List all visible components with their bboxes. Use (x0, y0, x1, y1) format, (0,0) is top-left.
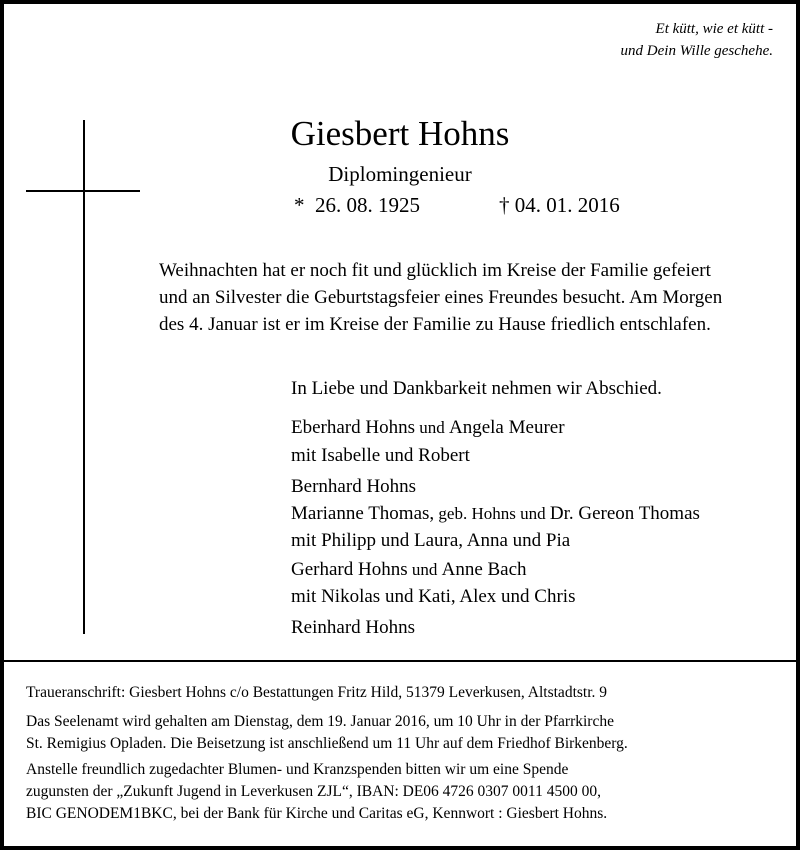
family-line-5: mit Philipp und Laura, Anna und Pia (291, 530, 571, 551)
text-line-2: und an Silvester die Geburtstagsfeier eines Freundes besucht. Am Morgen (159, 287, 723, 308)
footer-donation-2: zugunsten der „Zukunft Jugend in Leverkusen ZJL“, IBAN: DE06 4726 0307 0011 4500 00, (26, 783, 601, 800)
family-connector: und (407, 560, 442, 579)
family-name: Eberhard Hohns (291, 417, 415, 438)
deceased-name: Giesbert Hohns (290, 114, 510, 153)
family-line-1 (291, 417, 565, 439)
birth-symbol: * (294, 193, 305, 217)
family-line-6 (291, 559, 527, 581)
family-name: Angela Meurer (449, 417, 565, 438)
family-name: Marianne Thomas, (291, 503, 435, 524)
family-line-7: mit Nikolas und Kati, Alex und Chris (291, 586, 576, 607)
deceased-title: Diplomingenieur (328, 162, 472, 186)
family-name: Gerhard Hohns (291, 559, 408, 580)
family-connector: und (415, 418, 449, 437)
cross-icon (83, 120, 85, 634)
family-line-3: Bernhard Hohns (291, 476, 417, 497)
farewell-line: In Liebe und Dankbarkeit nehmen wir Abschied. (291, 378, 662, 399)
family-line-2: mit Isabelle und Robert (291, 445, 470, 466)
footer-donation-1: Anstelle freundlich zugedachter Blumen- und Kranzspenden bitten wir um eine Spende (26, 761, 569, 778)
birth-date-value: 26. 08. 1925 (315, 193, 420, 217)
footer-service-1: Das Seelenamt wird gehalten am Dienstag, dem 19. Januar 2016, um 10 Uhr in der Pfarrkirche (26, 713, 614, 730)
death-date (499, 193, 620, 218)
family-name: Dr. Gereon Thomas (549, 503, 700, 524)
footer-address: Traueranschrift: Giesbert Hohns c/o Bestattungen Fritz Hild, 51379 Leverkusen, Altstadtstr. 9 (26, 684, 608, 701)
birth-date (294, 193, 420, 218)
text-line-3: des 4. Januar ist er im Kreise der Familie zu Hause friedlich entschlafen. (159, 314, 711, 335)
family-name: Anne Bach (441, 559, 527, 580)
cross-icon-bar (26, 190, 140, 192)
death-date-value: 04. 01. 2016 (514, 193, 620, 217)
footer-service-2: St. Remigius Opladen. Die Beisetzung ist anschließend um 11 Uhr auf dem Friedhof Birkenberg. (26, 735, 628, 752)
divider (4, 660, 796, 662)
family-line-4 (291, 503, 700, 525)
motto-line-2: und Dein Wille geschehe. (620, 43, 773, 59)
obituary-notice (4, 4, 796, 846)
death-symbol: † (499, 193, 510, 217)
family-connector: geb. Hohns und (434, 504, 550, 523)
text-line-1: Weihnachten hat er noch fit und glücklich im Kreise der Familie gefeiert (159, 260, 711, 281)
footer-donation-3: BIC GENODEM1BKC, bei der Bank für Kirche und Caritas eG, Kennwort : Giesbert Hohns. (26, 805, 608, 822)
family-line-8: Reinhard Hohns (291, 617, 416, 638)
motto-line-1: Et kütt, wie et kütt - (655, 21, 773, 37)
